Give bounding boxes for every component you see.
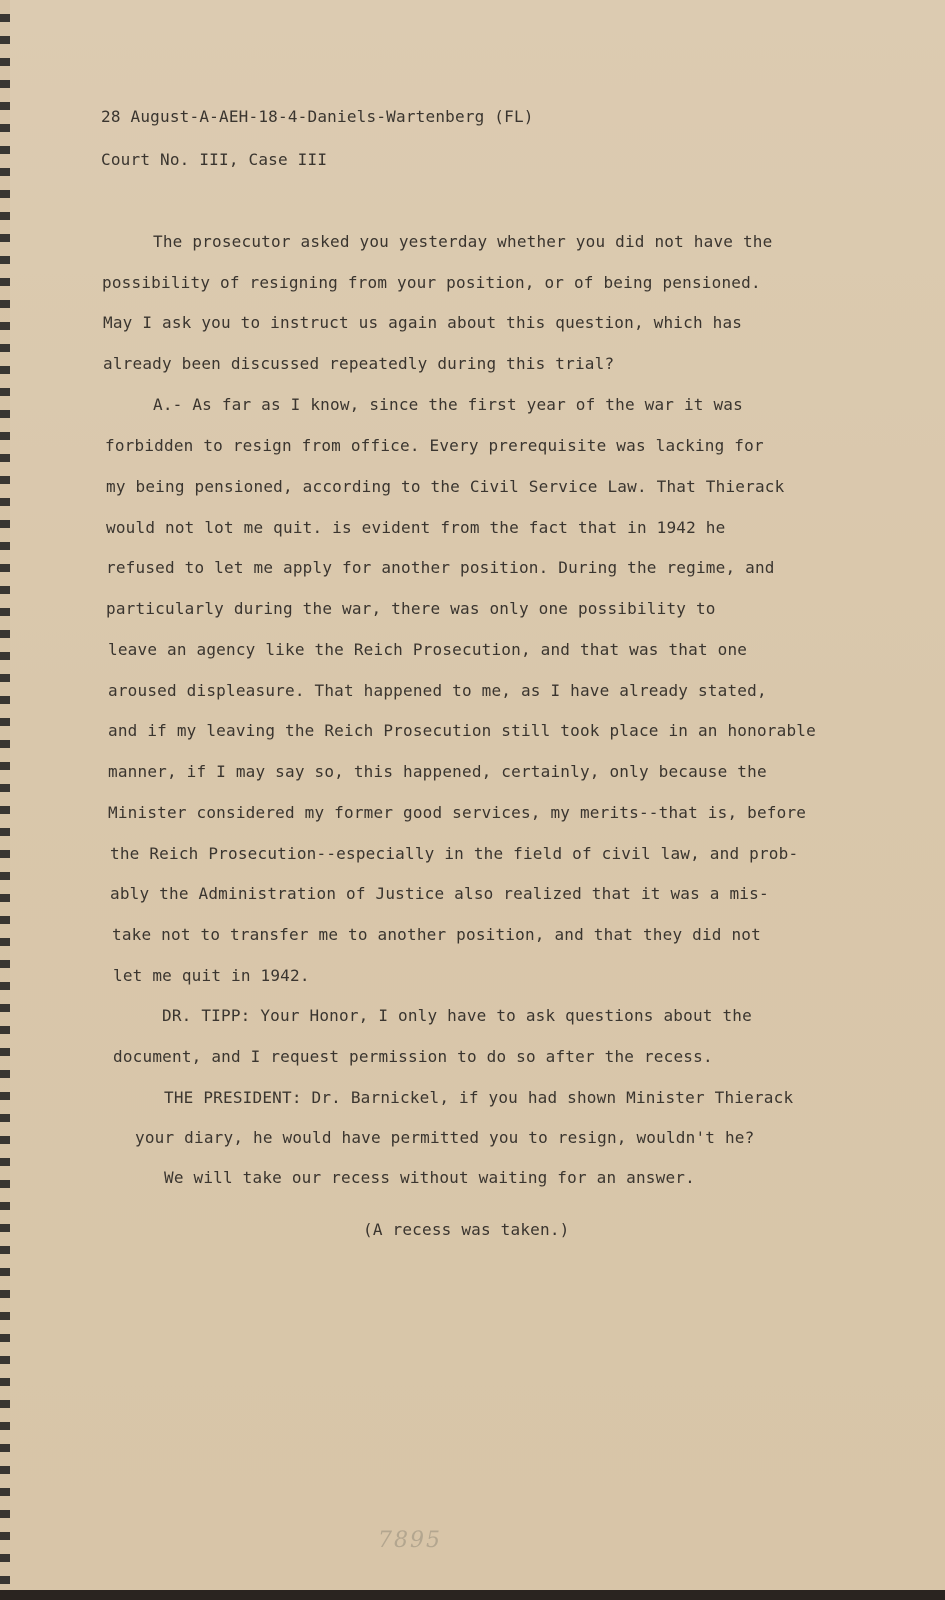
body-line: your diary, he would have permitted you to resign, wouldn't he? — [135, 1128, 755, 1147]
body-line: document, and I request permission to do so after the recess. — [113, 1047, 713, 1066]
body-line: manner, if I may say so, this happened, certainly, only because the — [108, 762, 767, 781]
body-line: THE PRESIDENT: Dr. Barnickel, if you had shown Minister Thierack — [164, 1088, 794, 1107]
body-line: The prosecutor asked you yesterday whether you did not have the — [153, 232, 773, 251]
body-line: particularly during the war, there was only one possibility to — [106, 599, 716, 618]
body-line: leave an agency like the Reich Prosecution, and that was that one — [108, 640, 748, 659]
body-line: let me quit in 1942. — [113, 966, 310, 985]
body-line: take not to transfer me to another position, and that they did not — [112, 925, 761, 944]
body-line: already been discussed repeatedly during this trial? — [103, 354, 615, 373]
body-line: and if my leaving the Reich Prosecution still took place in an honorable — [108, 721, 816, 740]
body-line: A.- As far as I know, since the first year of the war it was — [153, 395, 743, 414]
handwritten-page-number: 7895 — [378, 1528, 442, 1553]
body-line: my being pensioned, according to the Civil Service Law. That Thierack — [106, 477, 785, 496]
body-line: May I ask you to instruct us again about this question, which has — [103, 313, 743, 332]
transcript-header-id: 28 August-A-AEH-18-4-Daniels-Wartenberg (FL) — [101, 107, 534, 126]
body-line: ably the Administration of Justice also realized that it was a mis- — [110, 884, 769, 903]
body-line: the Reich Prosecution--especially in the field of civil law, and prob- — [110, 844, 799, 863]
body-line: would not lot me quit. is evident from the fact that in 1942 he — [106, 518, 726, 537]
body-line: DR. TIPP: Your Honor, I only have to ask questions about the — [162, 1006, 752, 1025]
body-line: Minister considered my former good services, my merits--that is, before — [108, 803, 807, 822]
body-line: aroused displeasure. That happened to me, as I have already stated, — [108, 681, 767, 700]
recess-note: (A recess was taken.) — [363, 1220, 570, 1239]
body-line: We will take our recess without waiting for an answer. — [164, 1168, 695, 1187]
court-case-header: Court No. III, Case III — [101, 150, 328, 169]
body-line: refused to let me apply for another position. During the regime, and — [106, 558, 775, 577]
body-line: forbidden to resign from office. Every prerequisite was lacking for — [105, 436, 764, 455]
body-line: possibility of resigning from your position, or of being pensioned. — [102, 273, 761, 292]
